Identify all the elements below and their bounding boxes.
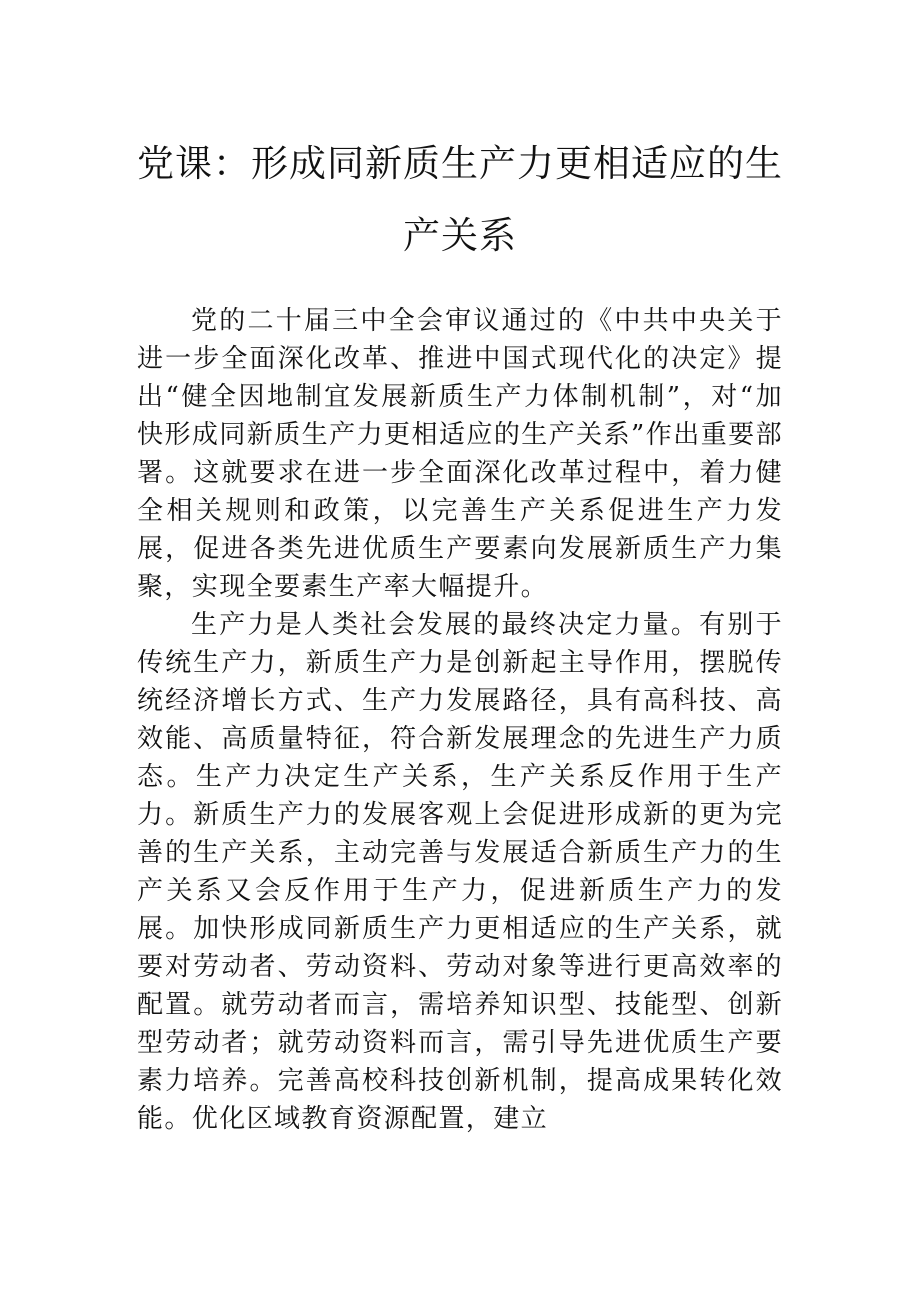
document-body xyxy=(137,302,783,1138)
paragraph-1: 党的二十届三中全会审议通过的《中共中央关于进一步全面深化改革、推进中国式现代化的决定》提出“健全因地制宜发展新质生产力体制机制”，对“加快形成同新质生产力更相适应的生产关系”作出重要部署。这就要求在进一步全面深化改革过程中，着力健全相关规则和政策，以完善生产关系促进生产力发展，促进各类先进优质生产要素向发展新质生产力集聚，实现全要素生产率大幅提升。 xyxy=(137,306,783,602)
paragraph-2: 生产力是人类社会发展的最终决定力量。有别于传统生产力，新质生产力是创新起主导作用，摆脱传统经济增长方式、生产力发展路径，具有高科技、高效能、高质量特征，符合新发展理念的先进生产力质态。生产力决定生产关系，生产关系反作用于生产力。新质生产力的发展客观上会促进形成新的更为完善的生产关系，主动完善与发展适合新质生产力的生产关系又会反作用于生产力，促进新质生产力的发展。加快形成同新质生产力更相适应的生产关系，就要对劳动者、劳动资料、劳动对象等进行更高效率的配置。就劳动者而言，需培养知识型、技能型、创新型劳动者；就劳动资料而言，需引导先进优质生产要素力培养。完善高校科技创新机制，提高成果转化效能。优化区域教育资源配置，建立 xyxy=(137,610,783,1134)
document-title: 党课：形成同新质生产力更相适应的生产关系 xyxy=(137,142,783,257)
